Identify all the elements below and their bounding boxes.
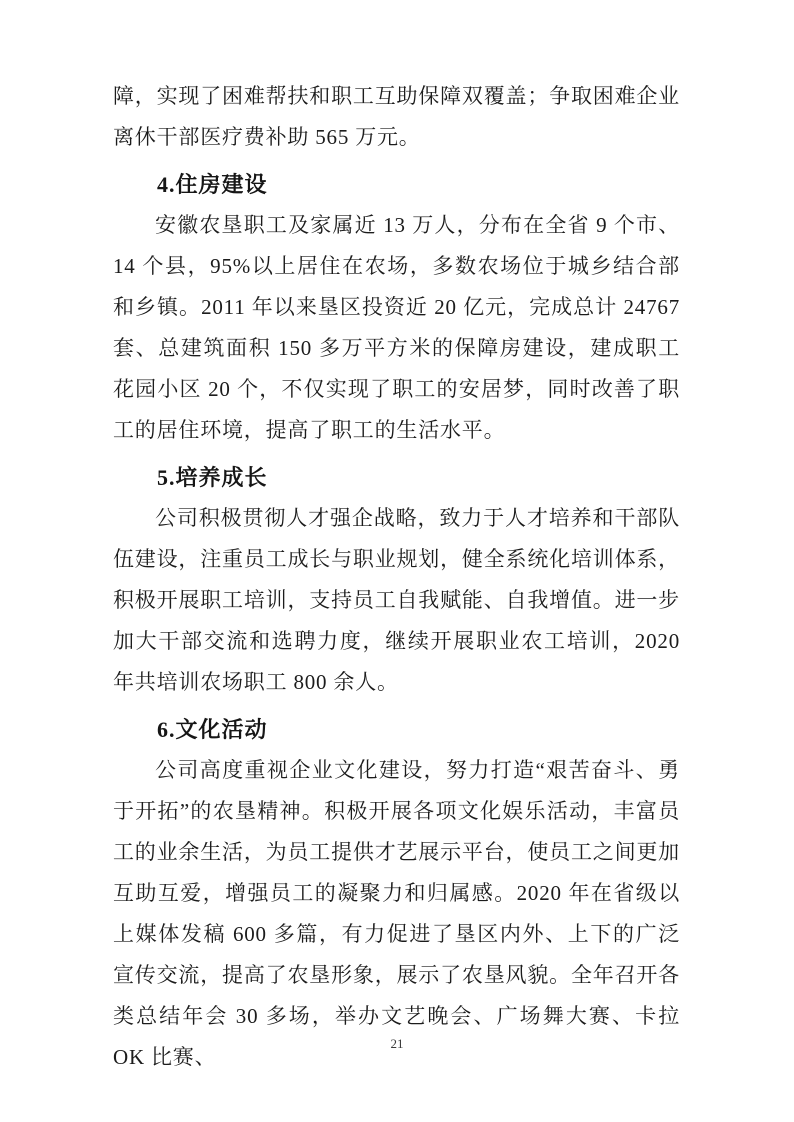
section-heading-training: 5.培养成长 <box>157 465 268 490</box>
section-heading-culture: 6.文化活动 <box>157 717 268 742</box>
paragraph-training: 公司积极贯彻人才强企战略，致力于人才培养和干部队伍建设，注重员工成长与职业规划，健全系统化培训体系，积极开展职工培训，支持员工自我赋能、自我增值。进一步加大干部交流和选聘力度，继续开展职业农工培训，2020 年共培训农场职工 800 余人。 <box>113 506 680 694</box>
paragraph-culture: 公司高度重视企业文化建设，努力打造“艰苦奋斗、勇于开拓”的农垦精神。积极开展各项文化娱乐活动，丰富员工的业余生活，为员工提供才艺展示平台，使员工之间更加互助互爱，增强员工的凝聚力和归属感。2020 年在省级以上媒体发稿 600 多篇，有力促进了垦区内外、上下的广泛宣传交流，提高了农垦形象，展示了农垦风貌。全年召开各类总结年会 30 多场，举办文艺晚会、广场舞大赛、卡拉 OK 比赛、 <box>113 758 680 1069</box>
section-heading-housing: 4.住房建设 <box>157 172 268 197</box>
page-content <box>113 76 680 1078</box>
paragraph-housing: 安徽农垦职工及家属近 13 万人，分布在全省 9 个市、14 个县，95%以上居住在农场，多数农场位于城乡结合部和乡镇。2011 年以来垦区投资近 20 亿元，完成总计 24767 套、总建筑面积 150 多万平方米的保障房建设，建成职工花园小区 20 个，不仅实现了职工的安居梦，同时改善了职工的居住环境，提高了职工的生活水平。 <box>113 213 680 442</box>
page-number: 21 <box>390 1036 404 1051</box>
paragraph-continued: 障，实现了困难帮扶和职工互助保障双覆盖；争取困难企业离休干部医疗费补助 565 万元。 <box>113 84 680 149</box>
